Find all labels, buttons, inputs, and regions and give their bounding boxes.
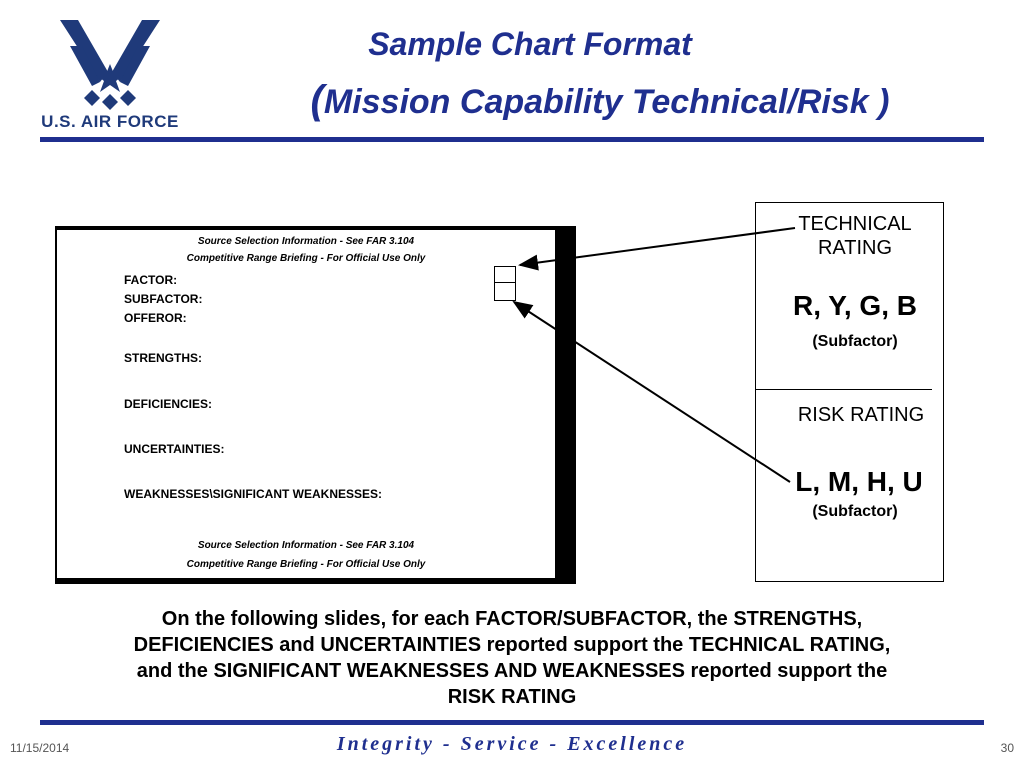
slide-subtitle [250, 78, 950, 123]
form-banner-top-2: Competitive Range Briefing - For Official Use Only [186, 253, 426, 264]
factor-label: FACTOR: [124, 273, 178, 287]
risk-subfactor-note: (Subfactor) [812, 503, 898, 520]
rating-box-divider [495, 282, 515, 283]
page-number: 30 [1000, 741, 1014, 755]
footer-date: 11/15/2014 [10, 741, 70, 755]
header-rule [40, 137, 984, 142]
technical-rating-values: R, Y, G, B [793, 290, 917, 321]
slide-title: Sample Chart Format [368, 26, 692, 62]
technical-rating-line2: RATING [817, 237, 893, 259]
rating-indicator-box [494, 266, 516, 301]
form-banner-top-1: Source Selection Information - See FAR 3.104 [197, 236, 415, 247]
footer-rule [40, 720, 984, 725]
paragraph-line-4: RISK RATING [447, 686, 577, 708]
subtitle-text: Mission Capability Technical/Risk ) [323, 83, 890, 121]
form-banner-bottom-1: Source Selection Information - See FAR 3.104 [197, 540, 415, 551]
paragraph-line-2: DEFICIENCIES and UNCERTAINTIES reported support the TECHNICAL RATING, [133, 634, 891, 656]
footer-motto: Integrity - Service - Excellence [336, 733, 688, 755]
technical-subfactor-note: (Subfactor) [812, 333, 898, 350]
subtitle-open-paren: ( [310, 78, 324, 122]
explanation-paragraph [30, 606, 994, 710]
form-banner-bottom-2: Competitive Range Briefing - For Official Use Only [186, 559, 426, 570]
technical-rating-heading [760, 212, 950, 260]
offeror-label: OFFEROR: [124, 311, 187, 325]
subfactor-label: SUBFACTOR: [124, 292, 203, 306]
rating-panel-divider [756, 389, 932, 390]
technical-rating-line1: TECHNICAL [798, 213, 912, 235]
uncertainties-label: UNCERTAINTIES: [124, 442, 225, 456]
deficiencies-label: DEFICIENCIES: [124, 397, 213, 411]
risk-rating-heading: RISK RATING [797, 404, 925, 426]
risk-rating-values: L, M, H, U [795, 466, 923, 497]
strengths-label: STRENGTHS: [124, 351, 202, 365]
weaknesses-label: WEAKNESSES\SIGNIFICANT WEAKNESSES: [124, 487, 383, 501]
logo-wordmark: U.S. AIR FORCE [41, 112, 179, 131]
paragraph-line-1: On the following slides, for each FACTOR/SUBFACTOR, the STRENGTHS, [161, 608, 863, 630]
paragraph-line-3: and the SIGNIFICANT WEAKNESSES AND WEAKNESSES reported support the [136, 660, 888, 682]
